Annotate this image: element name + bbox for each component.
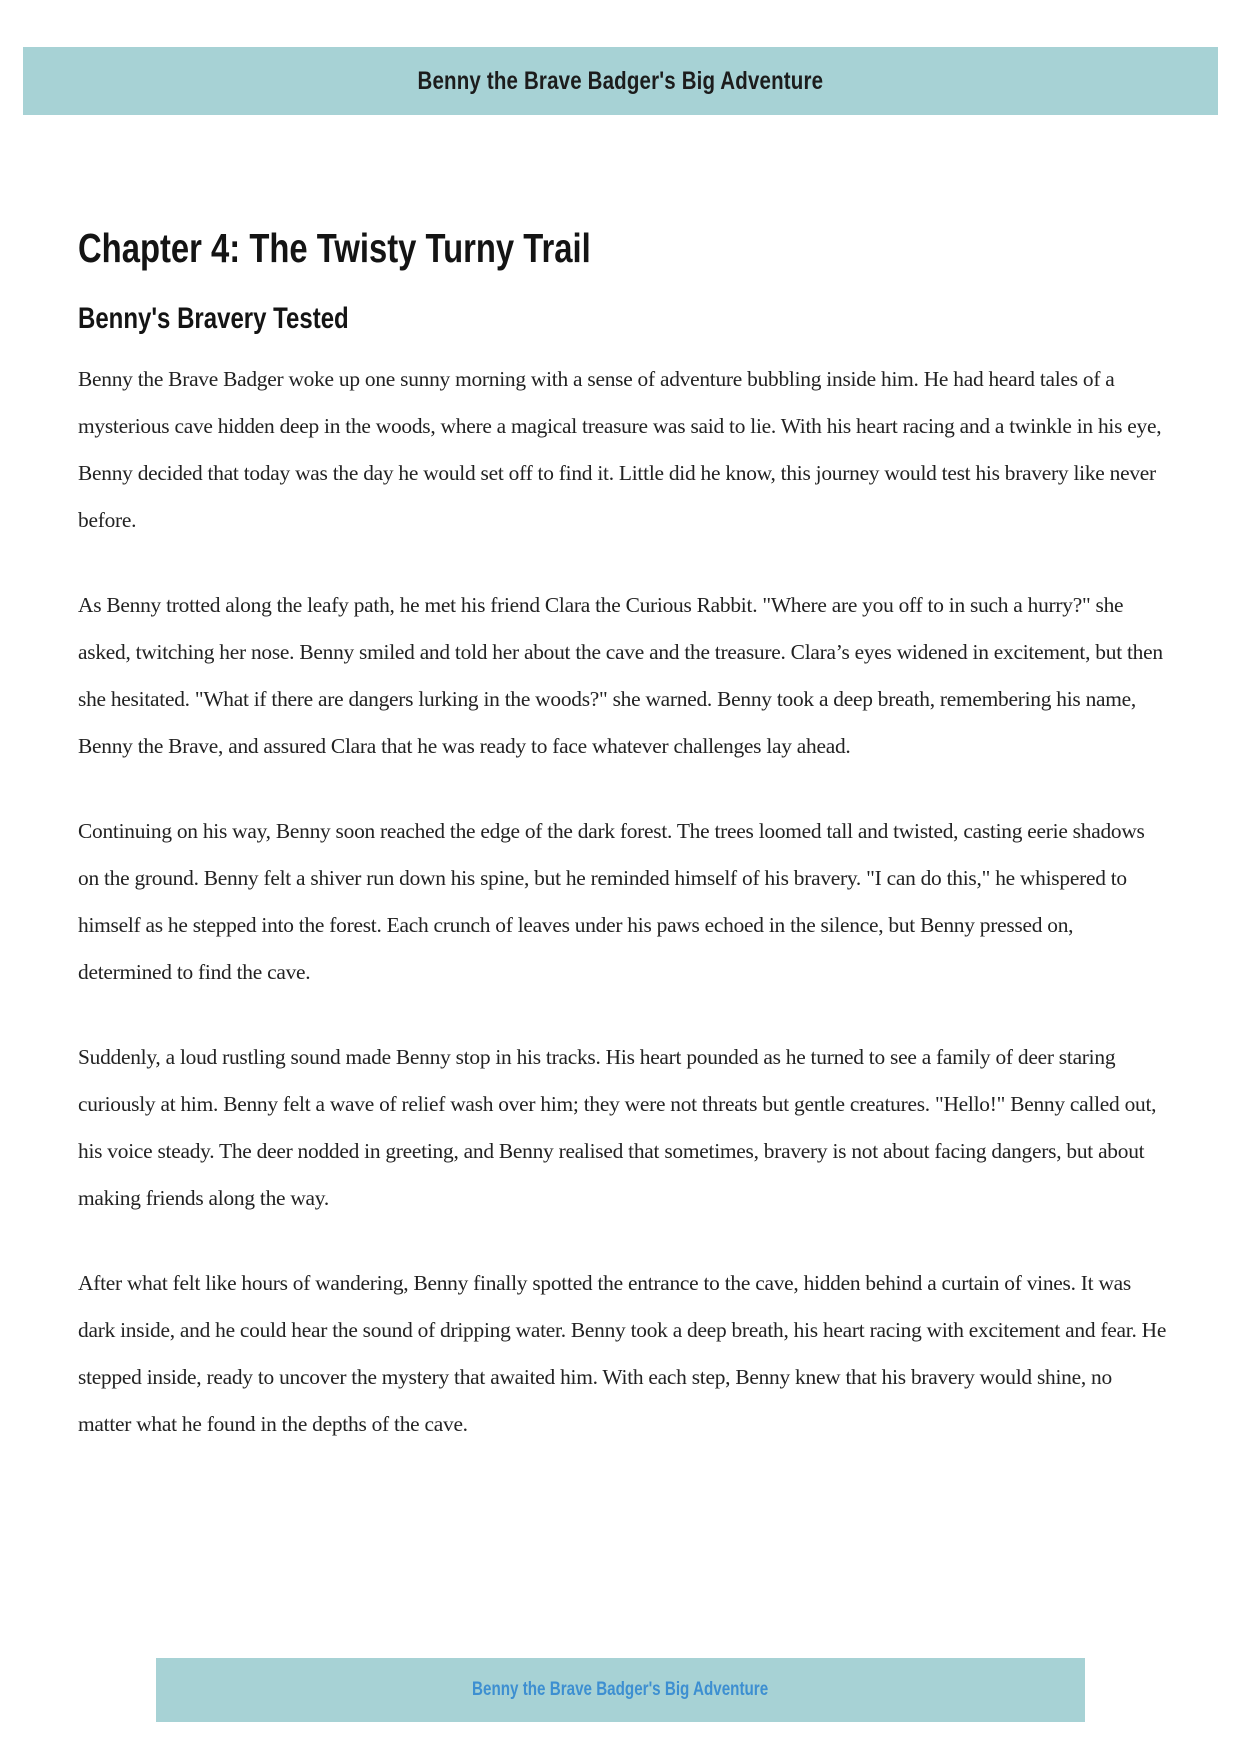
chapter-title: Chapter 4: The Twisty Turny Trail [78, 225, 591, 271]
footer-title: Benny the Brave Badger's Big Adventure [472, 1679, 769, 1700]
page-header [23, 47, 1218, 115]
story-paragraph-3: Continuing on his way, Benny soon reached the edge of the dark forest. The trees loomed tall and twisted, casting eerie shadows on the ground. Benny felt a shiver run down his spine, but he reminded himself of his bravery. "I can do this," he whispered to himself as he stepped into the forest. Each crunch of leaves under his paws echoed in the silence, but Benny pressed on, determined to find the cave. [78, 819, 1145, 984]
header-title: Benny the Brave Badger's Big Adventure [417, 66, 824, 95]
section-title: Benny's Bravery Tested [78, 302, 349, 335]
page-content [78, 218, 1168, 1486]
page-footer [156, 1658, 1085, 1722]
story-paragraph-4: Suddenly, a loud rustling sound made Benny stop in his tracks. His heart pounded as he turned to see a family of deer staring curiously at him. Benny felt a wave of relief wash over him; they were not threats but gentle creatures. "Hello!" Benny called out, his voice steady. The deer nodded in greeting, and Benny realised that sometimes, bravery is not about facing dangers, but about making friends along the way. [78, 1045, 1157, 1210]
story-paragraph-1: Benny the Brave Badger woke up one sunny morning with a sense of adventure bubbling inside him. He had heard tales of a mysterious cave hidden deep in the woods, where a magical treasure was said to lie. With his heart racing and a twinkle in his eye, Benny decided that today was the day he would set off to find it. Little did he know, this journey would test his bravery like never before. [78, 367, 1162, 532]
story-paragraph-5: After what felt like hours of wandering, Benny finally spotted the entrance to the cave, hidden behind a curtain of vines. It was dark inside, and he could hear the sound of dripping water. Benny took a deep breath, his heart racing with excitement and fear. He stepped inside, ready to uncover the mystery that awaited him. With each step, Benny knew that his bravery would shine, no matter what he found in the depths of the cave. [78, 1271, 1167, 1436]
story-paragraph-2: As Benny trotted along the leafy path, he met his friend Clara the Curious Rabbit. "Where are you off to in such a hurry?" she asked, twitching her nose. Benny smiled and told her about the cave and the treasure. Clara’s eyes widened in excitement, but then she hesitated. "What if there are dangers lurking in the woods?" she warned. Benny took a deep breath, remembering his name, Benny the Brave, and assured Clara that he was ready to face whatever challenges lay ahead. [78, 593, 1163, 758]
